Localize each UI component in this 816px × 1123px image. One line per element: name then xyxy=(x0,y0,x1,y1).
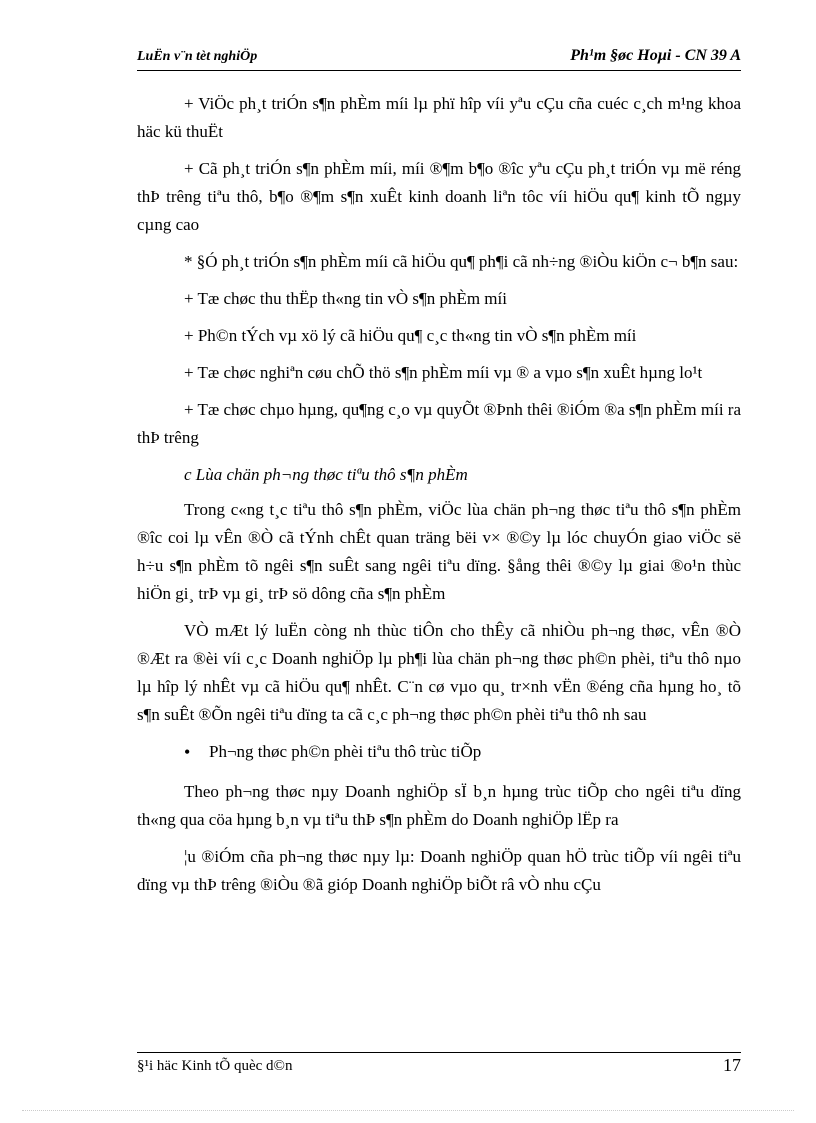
section-subheading: c Lùa chän ph¬ng thøc tiªu thô s¶n phÈm xyxy=(184,465,468,484)
header-author: Ph¹m §øc Hoµi - CN 39 A xyxy=(570,47,741,64)
paragraph: ¦u ®iÓm cña ph¬ng thøc nµy lµ: Doanh nghiÖp quan hÖ trùc tiÕp víi ngêi tiªu dïng vµ thÞ trêng ®iÒu ®ã gióp Doanh nghiÖp biÕt râ vÒ nhu cÇu xyxy=(137,847,741,894)
paragraph: + Tæ chøc chµo hµng, qu¶ng c¸o vµ quyÕt ®Þnh thêi ®iÓm ®a s¶n phÈm míi ra thÞ trêng xyxy=(137,400,741,447)
paragraph: + Cã ph¸t triÓn s¶n phÈm míi, míi ®¶m b¶o ®îc yªu cÇu ph¸t triÓn vµ më réng thÞ trêng tiªu thô, b¶o ®¶m s¶n xuÊt kinh doanh liªn tôc víi hiÖu qu¶ kinh tÕ ngµy cµng cao xyxy=(137,159,741,234)
paragraph: + ViÖc ph¸t triÓn s¶n phÈm míi lµ phï hîp víi yªu cÇu cña cuéc c¸ch m¹ng khoa häc kü thuËt xyxy=(137,94,741,141)
page-number: 17 xyxy=(723,1055,741,1075)
paragraph: + Tæ chøc nghiªn cøu chÕ thö s¶n phÈm míi vµ ® a vµo s¶n xuÊt hµng lo¹t xyxy=(184,363,703,382)
bullet-icon: • xyxy=(184,742,191,762)
bullet-text: Ph¬ng thøc ph©n phèi tiªu thô trùc tiÕp xyxy=(209,742,482,761)
footer-university: §¹i häc Kinh tÕ quèc d©n xyxy=(137,1058,293,1074)
header-thesis-title: LuËn v¨n tèt nghiÖp xyxy=(137,49,258,64)
paragraph: + Tæ chøc thu thËp th«ng tin vÒ s¶n phÈm míi xyxy=(184,289,507,308)
bullet-item xyxy=(137,738,741,766)
paragraph: + Ph©n tÝch vµ xö lý cã hiÖu qu¶ c¸c th«ng tin vÒ s¶n phÈm míi xyxy=(184,326,637,345)
paragraph: Theo ph¬ng thøc nµy Doanh nghiÖp sÏ b¸n hµng trùc tiÕp cho ngêi tiªu dïng th«ng qua cöa hµng b¸n vµ tiªu thÞ s¶n phÈm do Doanh nghiÖp lËp ra xyxy=(137,782,741,829)
page-footer xyxy=(137,1052,741,1081)
document-body xyxy=(137,90,741,908)
page-edge-divider xyxy=(22,1110,794,1111)
paragraph: VÒ mÆt lý luËn còng nh thùc tiÔn cho thÊy cã nhiÒu ph¬ng thøc, vÊn ®Ò ®Æt ra ®èi víi c¸c Doanh nghiÖp lµ ph¶i lùa chän ph¬ng thøc ph©n phèi, tiªu thô nµo lµ hîp lý nhÊt vµ cã hiÖu qu¶ nhÊt. C¨n cø vµo qu¸ tr×nh vËn ®éng cña hµng ho¸ tõ s¶n suÊt ®Õn ngêi tiªu dïng ta cã c¸c ph¬ng thøc ph©n phèi tiªu thô nh sau xyxy=(137,621,741,724)
page-header xyxy=(137,48,741,71)
paragraph: Trong c«ng t¸c tiªu thô s¶n phÈm, viÖc lùa chän ph¬ng thøc tiªu thô s¶n phÈm ®îc coi lµ vÊn ®Ò cã tÝnh chÊt quan träng bëi v× ®©y lµ lóc chuyÓn giao viÖc së h÷u s¶n phÈm tõ ngêi s¶n suÊt sang ngêi tiªu dïng. §ång thêi ®©y lµ giai ®o¹n thùc hiÖn gi¸ trÞ vµ gi¸ trÞ sö dông cña s¶n phÈm xyxy=(137,500,741,603)
paragraph: * §Ó ph¸t triÓn s¶n phÈm míi cã hiÖu qu¶ ph¶i cã nh÷ng ®iÒu kiÖn c¬ b¶n sau: xyxy=(184,252,739,271)
